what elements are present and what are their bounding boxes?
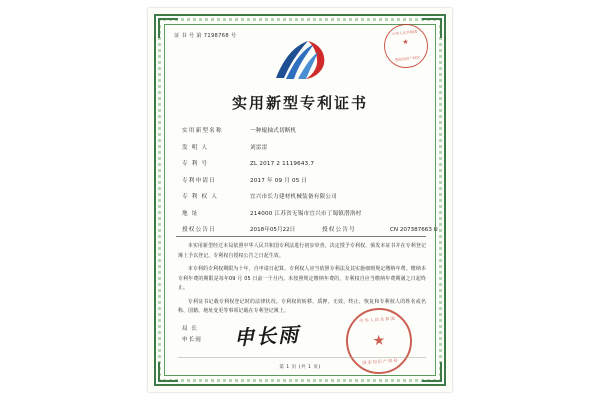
signature-name-line: 申长雨 xyxy=(182,336,202,343)
big-seal-text-bottom: 国家知识产权局 xyxy=(362,357,399,366)
field-label: 地 址 xyxy=(182,210,199,217)
field-value: 刘雷雷 xyxy=(250,144,268,151)
field-label: 授权公告号 xyxy=(322,227,356,233)
field-value: 2017 年 09 月 05 日 xyxy=(250,177,308,184)
field-value: CN 207387663 U xyxy=(390,227,438,233)
field-value: 214000 江苏省无锡市宜兴市丁蜀镇潜洛村 xyxy=(250,210,362,217)
certificate-fields xyxy=(182,126,438,242)
field-label: 实用新型名称 xyxy=(182,128,223,134)
field-row-application-date xyxy=(182,176,426,184)
field-row-address xyxy=(182,209,426,217)
field-label: 专 利 号 xyxy=(182,161,209,167)
field-label: 专利申请日 xyxy=(182,177,216,184)
handwritten-signature: 申长雨 xyxy=(233,322,301,350)
field-label: 专 利 权 人 xyxy=(182,194,219,200)
body-paragraph-1: 本实用新型经过本局依照中华人民共和国专利法进行初步审查，决定授予专利权，颁发本证书并在专利登记簿上予以登记。专利权自授权公告之日起生效。 xyxy=(178,243,426,259)
field-row-grant-announcement xyxy=(182,225,438,233)
field-value: ZL 2017 2 1119643.7 xyxy=(250,161,315,167)
signature-block xyxy=(182,324,202,345)
field-row-utility-model-name xyxy=(182,126,426,134)
field-value: 2018年05月22日 xyxy=(250,227,296,233)
grant-date-group xyxy=(182,225,322,233)
star-icon: ★ xyxy=(402,37,410,47)
field-row-patentee xyxy=(182,192,426,200)
field-label: 授权公告日 xyxy=(182,227,216,233)
field-row-patent-number xyxy=(182,159,426,167)
cnipa-logo-icon xyxy=(268,38,332,82)
field-value: 宜兴市长力建材机械装备有限公司 xyxy=(250,194,337,200)
body-paragraph-3: 专利证书记载专利权登记时的法律状况。专利权的转移、质押、无效、终止、恢复和专利权人的姓名或名称、国籍、地址变更等事项记载在专利登记簿上。 xyxy=(178,298,426,315)
certificate-number: 证 书 号 第 7198768 号 xyxy=(174,33,237,39)
big-seal-text-top: 中华人民共和国 xyxy=(359,315,396,324)
page-footer: 第 1 页 (共 1 页) xyxy=(279,365,321,370)
field-label: 发 明 人 xyxy=(182,144,209,151)
body-paragraph-2: 本专利的专利权期限为十年，自申请日起算。专利权人应当依照专利法及其实施细则规定缴纳年费。缴纳本专利年费的期限是每年09 月 05 日前一个月内。未按照规定缴纳年费的，专利权自应当缴纳年费期满之日起终止。 xyxy=(178,266,426,292)
grant-number-group xyxy=(322,225,438,233)
top-seal-text-top: 中华人民共和国 xyxy=(391,29,418,37)
signature-title-line: 局 长 xyxy=(182,326,198,332)
top-seal-text-bottom: 国家知识产权局 xyxy=(394,55,421,62)
field-row-inventor xyxy=(182,143,426,151)
page-title: 实用新型专利证书 xyxy=(231,94,368,112)
patent-certificate-document xyxy=(148,8,452,392)
star-icon: ★ xyxy=(372,332,386,350)
footer-divider xyxy=(178,357,426,358)
field-value: 一种辊轴式切断机 xyxy=(250,128,297,134)
section-divider xyxy=(176,236,426,237)
